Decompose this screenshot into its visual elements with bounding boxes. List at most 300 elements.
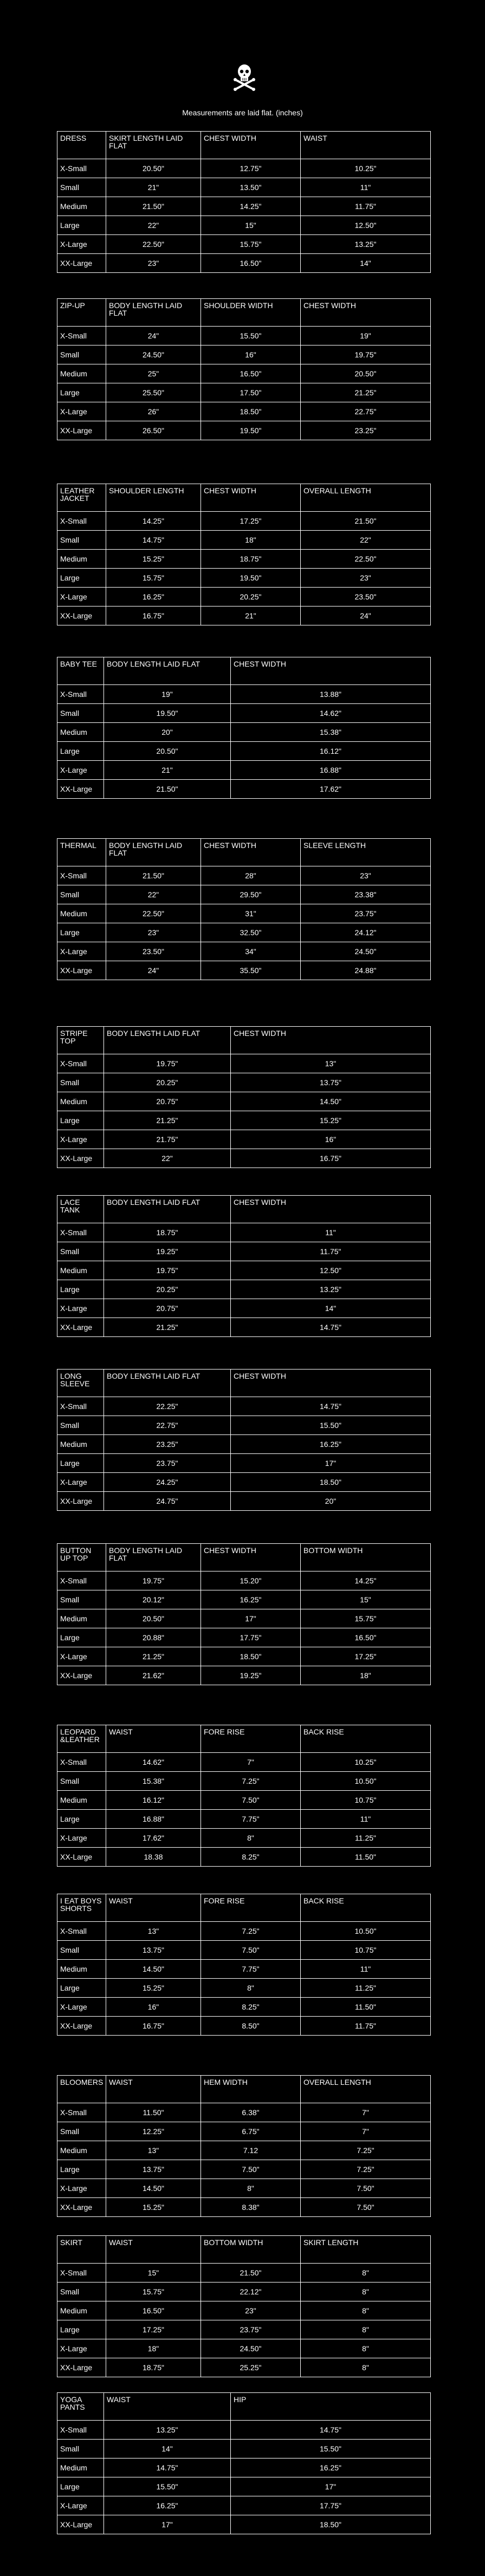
measurement-cell: 7.25" (201, 1922, 301, 1941)
column-header: SKIRT LENGTH (301, 2236, 431, 2264)
size-chart-table (57, 2075, 431, 2217)
size-chart-table (57, 484, 431, 625)
size-label: Small (57, 1416, 104, 1435)
size-label: Medium (57, 1435, 104, 1454)
table-header-row (57, 484, 431, 512)
column-header: OVERALL LENGTH (301, 484, 431, 512)
table-row (57, 512, 431, 531)
size-label: X-Small (57, 1571, 106, 1590)
measurement-cell: 11.25" (301, 1829, 431, 1848)
size-chart-table (57, 131, 431, 273)
measurement-cell: 23.75" (201, 2320, 301, 2339)
measurement-cell: 8" (301, 2301, 431, 2320)
size-label: Medium (57, 1261, 104, 1280)
measurement-cell: 17.50" (201, 383, 301, 402)
garment-name: STRIPE TOP (57, 1027, 104, 1054)
garment-name: LACE TANK (57, 1196, 104, 1223)
table-row (57, 885, 431, 904)
column-header: SLEEVE LENGTH (301, 839, 431, 866)
measurement-cell: 11.25" (301, 1979, 431, 1998)
table-row (57, 2339, 431, 2358)
measurement-cell: 21.25" (104, 1111, 231, 1130)
measurement-cell: 23.50" (301, 588, 431, 606)
measurement-cell: 21" (106, 178, 201, 197)
column-header: SHOULDER WIDTH (201, 299, 301, 327)
size-label: Large (57, 2477, 104, 2496)
measurement-cell: 19.75" (104, 1261, 231, 1280)
column-header: BACK RISE (301, 1894, 431, 1922)
measurement-cell: 22.50" (106, 904, 201, 923)
size-label: Large (57, 1628, 106, 1647)
measurement-cell: 22.75" (301, 402, 431, 421)
size-label: Medium (57, 2458, 104, 2477)
table-row (57, 588, 431, 606)
table-row (57, 2301, 431, 2320)
measurement-cell: 8" (201, 2179, 301, 2198)
column-header: BODY LENGTH LAID FLAT (104, 1196, 231, 1223)
measurement-cell: 21.50" (201, 2264, 301, 2282)
size-label: X-Large (57, 1299, 104, 1318)
measurement-cell: 7.50" (301, 2179, 431, 2198)
column-header: HIP (231, 2393, 431, 2421)
size-label: Large (57, 1280, 104, 1299)
size-chart-table (57, 1026, 431, 1168)
table-row (57, 1829, 431, 1848)
measurement-cell: 18.50" (231, 2515, 431, 2534)
measurement-cell: 15.25" (231, 1111, 431, 1130)
measurement-cell: 23" (201, 2301, 301, 2320)
measurement-cell: 21.50" (106, 866, 201, 885)
size-chart-table (57, 298, 431, 440)
measurement-cell: 16.25" (231, 1435, 431, 1454)
table-row (57, 866, 431, 885)
column-header: CHEST WIDTH (201, 839, 301, 866)
measurement-cell: 10.25" (301, 159, 431, 178)
measurement-cell: 7" (201, 1753, 301, 1772)
measurement-cell: 7.50" (201, 1791, 301, 1810)
table-row (57, 254, 431, 273)
garment-name: LONG SLEEVE (57, 1369, 104, 1397)
measurement-cell: 18.50" (201, 402, 301, 421)
measurement-cell: 15.50" (201, 327, 301, 345)
measurement-cell: 21.25" (104, 1318, 231, 1337)
measurement-cell: 22.50" (106, 235, 201, 254)
table-row (57, 197, 431, 216)
measurement-cell: 8.50" (201, 2017, 301, 2036)
table-row (57, 1261, 431, 1280)
measurement-cell: 8.25" (201, 1998, 301, 2017)
table-row (57, 1223, 431, 1242)
column-header: SKIRT LENGTH LAID FLAT (106, 132, 201, 159)
size-label: X-Large (57, 1998, 106, 2017)
size-label: X-Small (57, 512, 106, 531)
size-label: X-Large (57, 761, 104, 780)
measurement-cell: 13" (106, 1922, 201, 1941)
measurement-cell: 19.75" (106, 1571, 201, 1590)
garment-name: ZIP-UP (57, 299, 106, 327)
measurement-cell: 26.50" (106, 421, 201, 440)
table-row (57, 1791, 431, 1810)
size-label: X-Large (57, 942, 106, 961)
measurement-cell: 10.75" (301, 1941, 431, 1960)
size-label: Large (57, 923, 106, 942)
size-label: Medium (57, 1960, 106, 1979)
size-label: Large (57, 1979, 106, 1998)
size-chart-table (57, 2235, 431, 2377)
column-header: BODY LENGTH LAID FLAT (106, 839, 201, 866)
table-row (57, 1149, 431, 1168)
measurement-cell: 16.75" (106, 2017, 201, 2036)
size-label: Medium (57, 364, 106, 383)
measurement-cell: 17.75" (201, 1628, 301, 1647)
measurement-cell: 11" (231, 1223, 431, 1242)
table-header-row (57, 657, 431, 685)
measurement-cell: 22" (106, 216, 201, 235)
table-row (57, 327, 431, 345)
table-row (57, 2282, 431, 2301)
measurement-cell: 16.88" (231, 761, 431, 780)
measurement-cell: 7.50" (201, 1941, 301, 1960)
measurement-cell: 12.75" (201, 159, 301, 178)
measurement-cell: 8" (301, 2282, 431, 2301)
measurement-cell: 18.38 (106, 1848, 201, 1867)
measurement-cell: 6.38" (201, 2103, 301, 2122)
measurement-cell: 23" (106, 923, 201, 942)
measurement-cell: 11.75" (231, 1242, 431, 1261)
table-row (57, 1318, 431, 1337)
measurement-cell: 16.75" (106, 606, 201, 625)
measurement-cell: 21.75" (104, 1130, 231, 1149)
intro-text: Measurements are laid flat. (inches) (182, 108, 303, 117)
size-label: Small (57, 704, 104, 723)
measurement-cell: 15" (106, 2264, 201, 2282)
size-label: XX-Large (57, 2017, 106, 2036)
size-label: Small (57, 178, 106, 197)
size-label: XX-Large (57, 2198, 106, 2217)
measurement-cell: 16.75" (231, 1149, 431, 1168)
measurement-cell: 23.75" (301, 904, 431, 923)
size-label: Large (57, 2320, 106, 2339)
measurement-cell: 7.75" (201, 1960, 301, 1979)
measurement-cell: 22" (301, 531, 431, 550)
measurement-cell: 16.12" (106, 1791, 201, 1810)
size-label: XX-Large (57, 1848, 106, 1867)
measurement-cell: 20.50" (106, 1609, 201, 1628)
measurement-cell: 20.25" (104, 1073, 231, 1092)
measurement-cell: 15" (201, 216, 301, 235)
table-row (57, 923, 431, 942)
table-row (57, 1473, 431, 1492)
size-label: X-Small (57, 1922, 106, 1941)
measurement-cell: 18" (201, 531, 301, 550)
measurement-cell: 11.75" (301, 2017, 431, 2036)
measurement-cell: 15.25" (106, 2198, 201, 2217)
table-header-row (57, 1027, 431, 1054)
size-chart-table (57, 838, 431, 980)
size-label: XX-Large (57, 1318, 104, 1337)
measurement-cell: 8" (301, 2320, 431, 2339)
size-label: Medium (57, 197, 106, 216)
measurement-cell: 29.50" (201, 885, 301, 904)
table-header-row (57, 2076, 431, 2103)
measurement-cell: 15.50" (231, 1416, 431, 1435)
measurement-cell: 16.50" (201, 254, 301, 273)
measurement-cell: 20.50" (104, 742, 231, 761)
column-header: CHEST WIDTH (231, 1369, 431, 1397)
table-row (57, 2358, 431, 2377)
measurement-cell: 17.62" (231, 780, 431, 799)
table-header-row (57, 1196, 431, 1223)
garment-name: BLOOMERS (57, 2076, 106, 2103)
size-label: Medium (57, 723, 104, 742)
table-row (57, 780, 431, 799)
measurement-cell: 11.50" (301, 1848, 431, 1867)
table-row (57, 2515, 431, 2534)
measurement-cell: 20.88" (106, 1628, 201, 1647)
measurement-cell: 15" (301, 1590, 431, 1609)
column-header: CHEST WIDTH (201, 132, 301, 159)
table-row (57, 2122, 431, 2141)
table-row (57, 2160, 431, 2179)
size-label: Small (57, 1590, 106, 1609)
column-header: WAIST (104, 2393, 231, 2421)
measurement-cell: 16" (106, 1998, 201, 2017)
column-header: CHEST WIDTH (231, 657, 431, 685)
table-header-row (57, 839, 431, 866)
measurement-cell: 24.50" (106, 345, 201, 364)
measurement-cell: 17.75" (231, 2496, 431, 2515)
measurement-cell: 16.50" (106, 2301, 201, 2320)
measurement-cell: 15.75" (201, 235, 301, 254)
size-label: Medium (57, 904, 106, 923)
table-row (57, 2477, 431, 2496)
table-row (57, 1590, 431, 1609)
table-row (57, 1073, 431, 1092)
measurement-cell: 15.75" (301, 1609, 431, 1628)
table-row (57, 1753, 431, 1772)
column-header: CHEST WIDTH (201, 1544, 301, 1571)
measurement-cell: 14.75" (106, 531, 201, 550)
measurement-cell: 16.25" (231, 2458, 431, 2477)
measurement-cell: 20.25" (104, 1280, 231, 1299)
measurement-cell: 24.88" (301, 961, 431, 980)
table-row (57, 531, 431, 550)
column-header: FORE RISE (201, 1894, 301, 1922)
table-row (57, 904, 431, 923)
size-label: X-Large (57, 235, 106, 254)
size-label: X-Large (57, 1829, 106, 1848)
size-label: Medium (57, 1092, 104, 1111)
measurement-cell: 8" (201, 1979, 301, 1998)
column-header: HEM WIDTH (201, 2076, 301, 2103)
table-header-row (57, 1894, 431, 1922)
size-chart-table (57, 1894, 431, 2036)
measurement-cell: 18" (301, 1666, 431, 1685)
measurement-cell: 16.12" (231, 742, 431, 761)
measurement-cell: 15.38" (106, 1772, 201, 1791)
measurement-cell: 15.20" (201, 1571, 301, 1590)
measurement-cell: 20.50" (106, 159, 201, 178)
size-label: XX-Large (57, 780, 104, 799)
table-row (57, 1772, 431, 1791)
measurement-cell: 21.25" (106, 1647, 201, 1666)
table-row (57, 961, 431, 980)
column-header: WAIST (106, 1894, 201, 1922)
garment-name: BABY TEE (57, 657, 104, 685)
measurement-cell: 22.25" (104, 1397, 231, 1416)
measurement-cell: 24" (106, 961, 201, 980)
measurement-cell: 15.75" (106, 2282, 201, 2301)
measurement-cell: 35.50" (201, 961, 301, 980)
measurement-cell: 19.50" (201, 569, 301, 588)
measurement-cell: 19.75" (301, 345, 431, 364)
size-label: XX-Large (57, 1149, 104, 1168)
measurement-cell: 20.50" (301, 364, 431, 383)
measurement-cell: 18" (106, 2339, 201, 2358)
measurement-cell: 8.38" (201, 2198, 301, 2217)
measurement-cell: 17.25" (201, 512, 301, 531)
measurement-cell: 24.25" (104, 1473, 231, 1492)
measurement-cell: 14.25" (106, 512, 201, 531)
size-label: Large (57, 1111, 104, 1130)
table-row (57, 1810, 431, 1829)
measurement-cell: 14.75" (104, 2458, 231, 2477)
column-header: WAIST (106, 2236, 201, 2264)
size-chart-table (57, 1369, 431, 1511)
table-row (57, 1848, 431, 1867)
measurement-cell: 13.25" (231, 1280, 431, 1299)
table-row (57, 345, 431, 364)
measurement-cell: 7.25" (301, 2141, 431, 2160)
measurement-cell: 21.25" (301, 383, 431, 402)
measurement-cell: 17.62" (106, 1829, 201, 1848)
measurement-cell: 14.25" (301, 1571, 431, 1590)
measurement-cell: 7.25" (201, 1772, 301, 1791)
table-row (57, 2017, 431, 2036)
size-label: X-Small (57, 1397, 104, 1416)
size-label: X-Large (57, 2339, 106, 2358)
size-label: X-Small (57, 1223, 104, 1242)
table-header-row (57, 132, 431, 159)
size-label: X-Small (57, 327, 106, 345)
measurement-cell: 17" (231, 2477, 431, 2496)
table-header-row (57, 299, 431, 327)
measurement-cell: 16.88" (106, 1810, 201, 1829)
measurement-cell: 7.50" (301, 2198, 431, 2217)
measurement-cell: 20.25" (201, 588, 301, 606)
measurement-cell: 8" (201, 1829, 301, 1848)
column-header: BODY LENGTH LAID FLAT (104, 657, 231, 685)
measurement-cell: 14" (301, 254, 431, 273)
column-header: FORE RISE (201, 1725, 301, 1753)
measurement-cell: 23.25" (301, 421, 431, 440)
size-label: Large (57, 216, 106, 235)
size-label: X-Small (57, 2421, 104, 2440)
table-row (57, 402, 431, 421)
table-row (57, 1628, 431, 1647)
garment-name: SKIRT (57, 2236, 106, 2264)
measurement-cell: 21.50" (301, 512, 431, 531)
measurement-cell: 14.75" (231, 2421, 431, 2440)
measurement-cell: 21.62" (106, 1666, 201, 1685)
measurement-cell: 10.25" (301, 1753, 431, 1772)
measurement-cell: 11.50" (301, 1998, 431, 2017)
table-row (57, 216, 431, 235)
table-row (57, 1397, 431, 1416)
measurement-cell: 6.75" (201, 2122, 301, 2141)
size-label: X-Small (57, 866, 106, 885)
size-label: Small (57, 885, 106, 904)
measurement-cell: 23.25" (104, 1435, 231, 1454)
measurement-cell: 23" (301, 866, 431, 885)
size-label: Small (57, 345, 106, 364)
size-label: X-Small (57, 2103, 106, 2122)
measurement-cell: 23.38" (301, 885, 431, 904)
column-header: BODY LENGTH LAID FLAT (104, 1369, 231, 1397)
measurement-cell: 21" (201, 606, 301, 625)
size-label: Medium (57, 550, 106, 569)
table-row (57, 159, 431, 178)
measurement-cell: 8" (301, 2339, 431, 2358)
table-row (57, 1666, 431, 1685)
measurement-cell: 15.25" (106, 1979, 201, 1998)
measurement-cell: 10.50" (301, 1922, 431, 1941)
size-label: Small (57, 531, 106, 550)
measurement-cell: 14.75" (231, 1318, 431, 1337)
size-label: XX-Large (57, 2515, 104, 2534)
measurement-cell: 14.50" (106, 1960, 201, 1979)
table-row (57, 1280, 431, 1299)
size-chart-table (57, 1725, 431, 1867)
measurement-cell: 24.12" (301, 923, 431, 942)
table-row (57, 569, 431, 588)
size-label: Medium (57, 2301, 106, 2320)
measurement-cell: 17" (104, 2515, 231, 2534)
skull-crossbones-logo (232, 63, 257, 92)
measurement-cell: 11.75" (301, 197, 431, 216)
measurement-cell: 31" (201, 904, 301, 923)
measurement-cell: 11" (301, 1810, 431, 1829)
table-row (57, 942, 431, 961)
table-row (57, 2421, 431, 2440)
size-label: Large (57, 2160, 106, 2179)
measurement-cell: 18.50" (231, 1473, 431, 1492)
size-label: XX-Large (57, 421, 106, 440)
measurement-cell: 14.25" (201, 197, 301, 216)
size-label: Medium (57, 1791, 106, 1810)
table-row (57, 742, 431, 761)
measurement-cell: 19" (104, 685, 231, 704)
measurement-cell: 19.50" (104, 704, 231, 723)
size-label: X-Large (57, 1647, 106, 1666)
measurement-cell: 18.75" (104, 1223, 231, 1242)
measurement-cell: 15.25" (106, 550, 201, 569)
column-header: BODY LENGTH LAID FLAT (104, 1027, 231, 1054)
size-label: X-Large (57, 1473, 104, 1492)
size-label: X-Small (57, 2264, 106, 2282)
measurement-cell: 14" (104, 2440, 231, 2458)
measurement-cell: 26" (106, 402, 201, 421)
size-label: Large (57, 1810, 106, 1829)
measurement-cell: 15.75" (106, 569, 201, 588)
measurement-cell: 20.75" (104, 1299, 231, 1318)
size-label: X-Small (57, 1753, 106, 1772)
measurement-cell: 34" (201, 942, 301, 961)
measurement-cell: 22" (106, 885, 201, 904)
size-label: X-Small (57, 159, 106, 178)
measurement-cell: 13.75" (106, 1941, 201, 1960)
column-header: BOTTOM WIDTH (201, 2236, 301, 2264)
